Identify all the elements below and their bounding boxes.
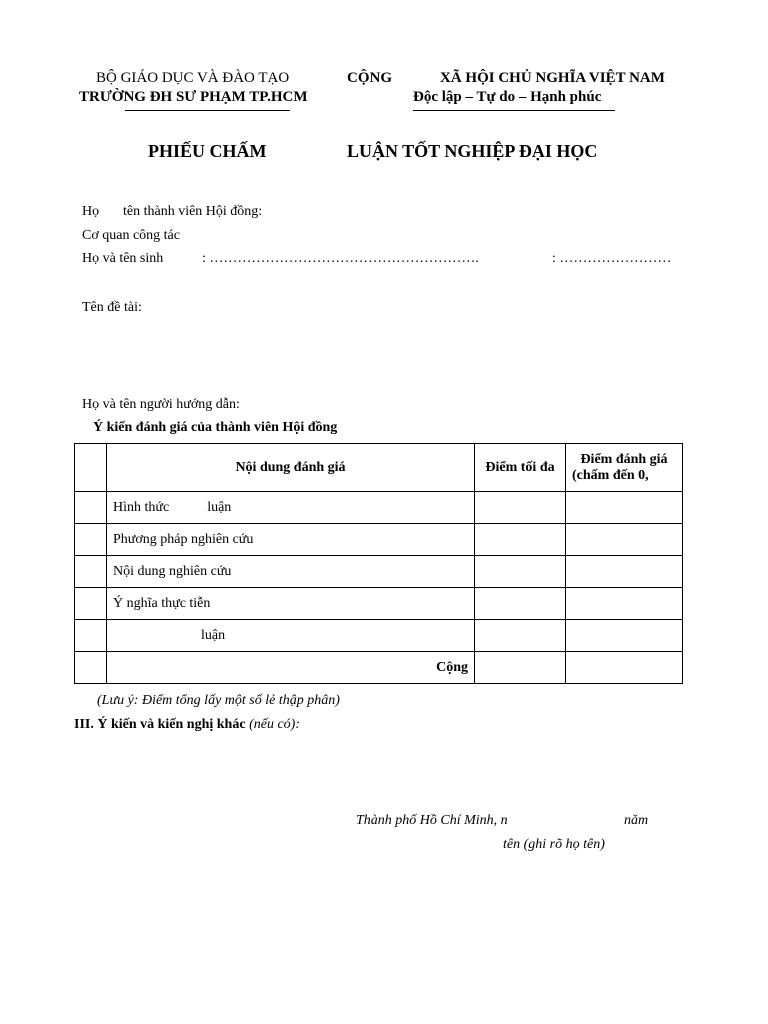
- criterion-label: Nội dung nghiên cứu: [107, 556, 475, 588]
- total-score-cell[interactable]: [566, 652, 683, 684]
- signature-note: tên (ghi rõ họ tên): [503, 837, 605, 852]
- advisor-label: Họ và tên người hướng dẫn:: [82, 397, 240, 412]
- table-row: [75, 588, 683, 620]
- table-row: [75, 524, 683, 556]
- university-name: TRƯỜNG ĐH SƯ PHẠM TP.HCM: [79, 89, 308, 105]
- header-max-score: Điểm tối đa: [475, 444, 566, 492]
- score-cell[interactable]: [566, 556, 683, 588]
- section-3-heading: III. Ý kiến và kiến nghị khác: [74, 717, 246, 732]
- evaluation-table: [74, 443, 683, 684]
- header-score: [566, 444, 683, 492]
- republic-name: XÃ HỘI CHỦ NGHĨA VIỆT NAM: [440, 70, 665, 86]
- table-total-row: [75, 652, 683, 684]
- header-score-line-1: Điểm đánh giá: [580, 451, 668, 467]
- section-3-heading-wrap: [74, 717, 300, 733]
- header-score-line-2: (chấm đến 0,: [572, 467, 649, 483]
- total-label: Cộng: [107, 652, 475, 684]
- member-label: tên thành viên Hội đồng:: [123, 204, 263, 219]
- score-cell[interactable]: [566, 524, 683, 556]
- header-content: Nội dung đánh giá: [107, 444, 475, 492]
- motto: Độc lập – Tự do – Hạnh phúc: [413, 89, 602, 105]
- student-dots-2: : ……………………: [552, 251, 672, 266]
- header-left-underline: [125, 110, 290, 111]
- republic-word-1: CỘNG: [347, 70, 392, 86]
- table-row: [75, 620, 683, 652]
- criterion-label: Ý nghĩa thực tiễn: [107, 588, 475, 620]
- agency-label: Cơ quan công tác: [82, 228, 180, 243]
- ministry-name: BỘ GIÁO DỤC VÀ ĐÀO TẠO: [96, 70, 290, 86]
- table-row: [75, 556, 683, 588]
- table-header-row: [75, 444, 683, 492]
- student-label: Họ và tên sinh: [82, 251, 164, 266]
- header-right-underline: [413, 110, 615, 111]
- place-date: Thành phố Hồ Chí Minh, n: [356, 813, 508, 828]
- title-part-2: LUẬN TỐT NGHIỆP ĐẠI HỌC: [347, 141, 598, 161]
- title-part-1: PHIẾU CHẤM: [148, 141, 267, 161]
- max-score-cell[interactable]: [475, 492, 566, 524]
- max-score-cell[interactable]: [475, 524, 566, 556]
- score-cell[interactable]: [566, 588, 683, 620]
- header-index-cell: [75, 444, 107, 492]
- criterion-label-2: luận: [207, 499, 232, 515]
- criterion-label-2: luận: [201, 627, 226, 643]
- topic-label: Tên đề tài:: [82, 300, 142, 315]
- total-max-score-cell[interactable]: [475, 652, 566, 684]
- criterion-cell: [107, 620, 475, 652]
- score-cell[interactable]: [566, 492, 683, 524]
- criterion-cell: [107, 492, 475, 524]
- max-score-cell[interactable]: [475, 556, 566, 588]
- decimal-note: (Lưu ý: Điểm tổng lấy một số lẻ thập phân): [97, 693, 340, 708]
- score-cell[interactable]: [566, 620, 683, 652]
- max-score-cell[interactable]: [475, 620, 566, 652]
- year-label: năm: [624, 813, 649, 828]
- criterion-label: Hình thức: [113, 499, 170, 515]
- eval-section-heading: Ý kiến đánh giá của thành viên Hội đồng: [93, 420, 338, 435]
- student-dots: : ………………………………………………….: [202, 251, 479, 266]
- criterion-label: Phương pháp nghiên cứu: [107, 524, 475, 556]
- max-score-cell[interactable]: [475, 588, 566, 620]
- section-3-suffix: (nếu có):: [249, 717, 300, 732]
- table-row: [75, 492, 683, 524]
- member-prefix: Họ: [82, 204, 100, 219]
